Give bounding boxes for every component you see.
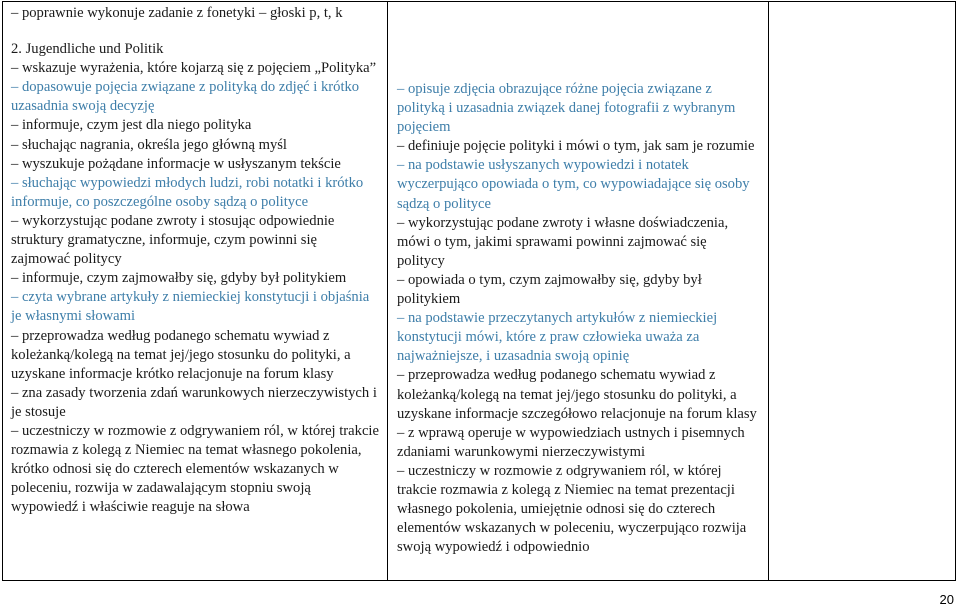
criteria-item: – przeprowadza według podanego schematu wywiad z koleżanką/kolegą na temat jej/jego stosunku do polityki, a uzyskane informacje krótko relacjonuje na forum klasy xyxy=(11,327,351,382)
page-number: 20 xyxy=(939,592,954,607)
criteria-item: – informuje, czym zajmowałby się, gdyby był politykiem xyxy=(11,270,347,287)
column-basic xyxy=(3,2,388,581)
criteria-item: – wykorzystując podane zwroty i własne doświadczenia, mówi o tym, jakimi sprawami powinni zajmować się politycy xyxy=(397,214,729,269)
column-extended xyxy=(388,2,769,581)
criteria-item: – wyszukuje pożądane informacje w usłyszanym tekście xyxy=(11,155,341,172)
criteria-item: – opowiada o tym, czym zajmowałby się, gdyby był politykiem xyxy=(397,271,702,308)
table-row xyxy=(3,2,956,581)
criteria-item: – przeprowadza według podanego schematu wywiad z koleżanką/kolegą na temat jej/jego stosunku do polityki, a uzyskane informacje szczegółowo relacjonuje na forum klasy xyxy=(397,367,757,422)
criteria-item: – słuchając nagrania, określa jego główną myśl xyxy=(11,136,287,153)
first-line: – poprawnie wykonuje zadanie z fonetyki – głoski p, t, k xyxy=(11,5,343,21)
criteria-item: – uczestniczy w rozmowie z odgrywaniem ról, w której trakcie rozmawia z kolegą z Niemiec na temat prezentacji własnego pokolenia, umiejętnie odnosi się do czterech elementów wskazanych w poleceniu, wyczerpująco rozwija swoją wypowiedź i odpowiednio xyxy=(397,462,747,556)
criteria-item: – z wprawą operuje w wypowiedziach ustnych i pisemnych zdaniami warunkowymi nierzeczywistymi xyxy=(397,424,745,460)
column-empty xyxy=(769,2,956,581)
criteria-item: – czyta wybrane artykuły z niemieckiej konstytucji i objaśnia je własnymi słowami xyxy=(11,289,370,325)
criteria-item: – zna zasady tworzenia zdań warunkowych nierzeczywistych i je stosuje xyxy=(11,384,377,420)
criteria-item: – na podstawie usłyszanych wypowiedzi i notatek wyczerpująco opowiada o tym, co wypowiadające się osoby sądzą o polityce xyxy=(397,157,750,212)
criteria-item: – wykorzystując podane zwroty i stosując odpowiednie struktury gramatyczne, informuje, czym powinni się zajmować politycy xyxy=(11,212,335,268)
criteria-item: – informuje, czym jest dla niego polityka xyxy=(11,117,252,134)
criteria-item: – na podstawie przeczytanych artykułów z niemieckiej konstytucji mówi, które z praw człowieka uważa za najważniejsze, i uzasadnia swoją opinię xyxy=(397,310,718,365)
criteria-item: – definiuje pojęcie polityki i mówi o tym, jak sam je rozumie xyxy=(397,138,755,155)
criteria-item: – uczestniczy w rozmowie z odgrywaniem ról, w której trakcie rozmawia z kolegą z Niemiec na temat własnego pokolenia, krótko odnosi się do czterech elementów wskazanych w poleceniu, rozwija w zadawalającym stopniu swoją wypowiedź i właściwie reaguje na słowa xyxy=(11,422,379,516)
section-heading: 2. Jugendliche und Politik xyxy=(11,41,164,58)
criteria-item: – dopasowuje pojęcia związane z polityką do zdjęć i krótko uzasadnia swoją decyzję xyxy=(11,79,360,115)
criteria-item: – słuchając wypowiedzi młodych ludzi, robi notatki i krótko informuje, co poszczególne osoby sądzą o polityce xyxy=(11,174,364,210)
criteria-table xyxy=(2,1,956,581)
criteria-item: – opisuje zdjęcia obrazujące różne pojęcia związane z polityką i uzasadnia związek danej fotografii z wybranym pojęciem xyxy=(397,81,736,136)
criteria-item: – wskazuje wyrażenia, które kojarzą się z pojęciem „Polityka” xyxy=(11,60,377,77)
